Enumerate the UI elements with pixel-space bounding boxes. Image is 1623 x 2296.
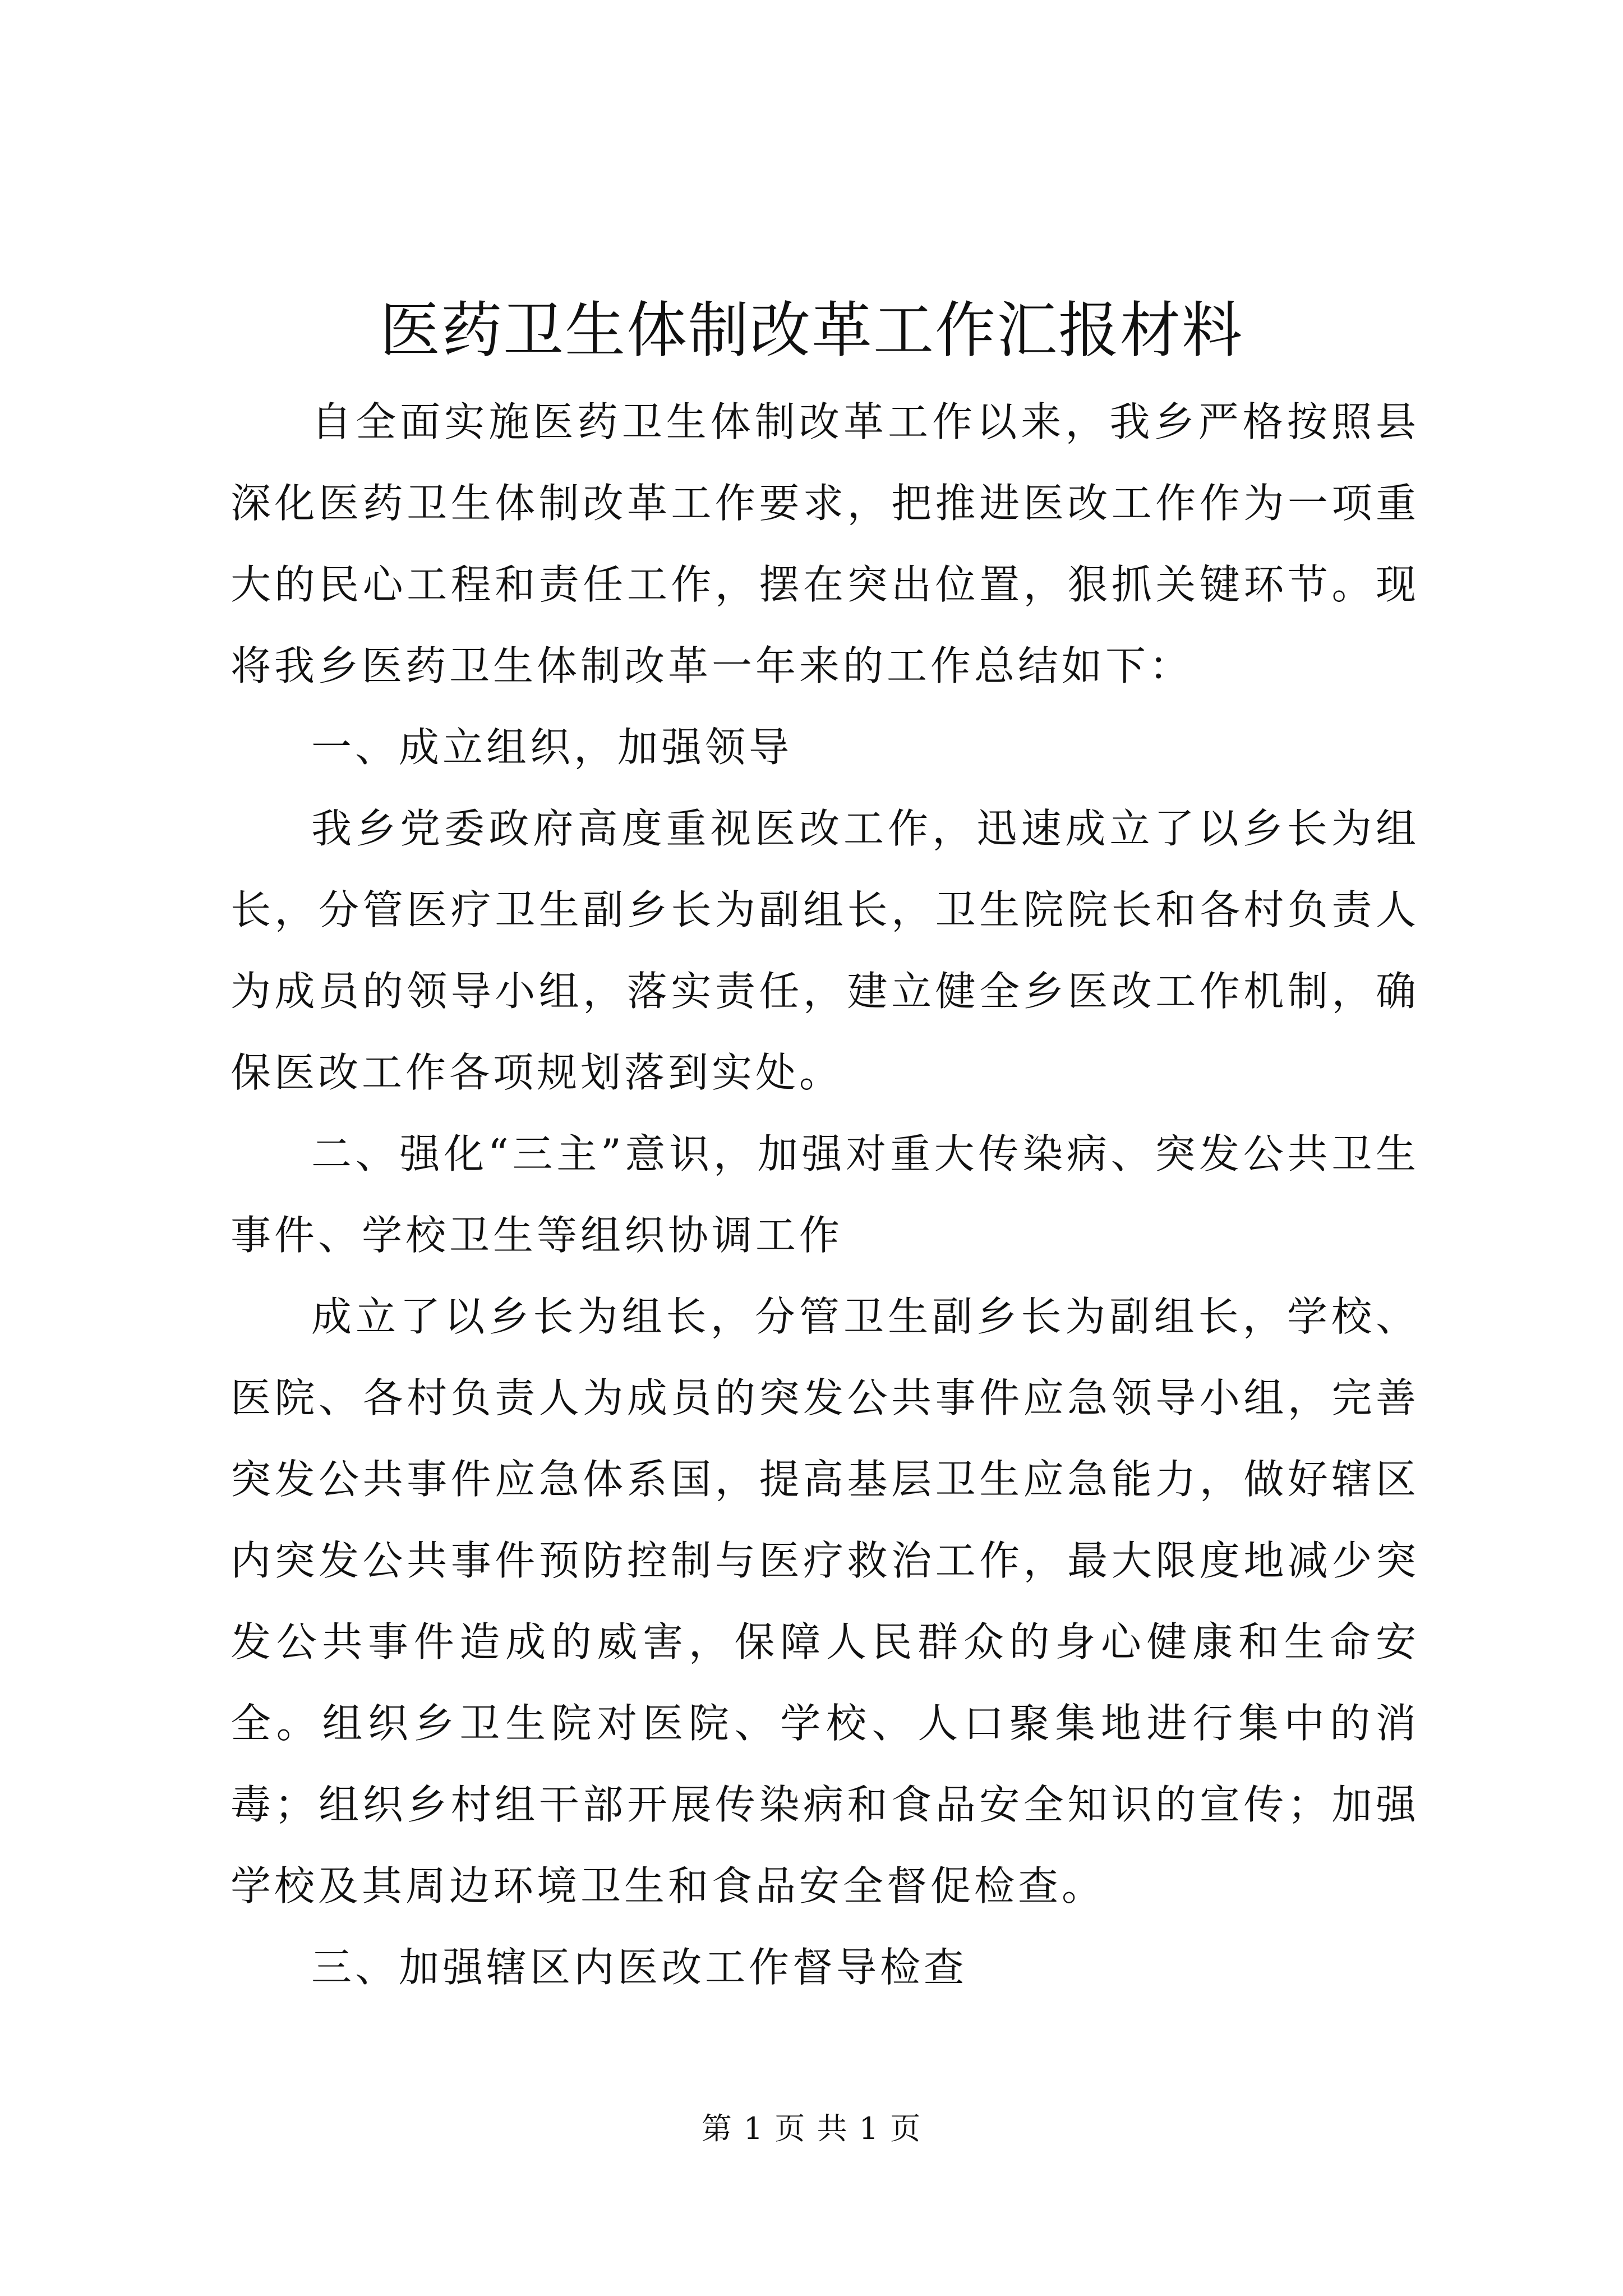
document-body: [230, 381, 1419, 2008]
section-heading-2: 二、强化“三主”意识，加强对重大传染病、突发公共卫生事件、学校卫生等组织协调工作: [230, 1130, 1419, 1259]
section-1-paragraph: 我乡党委政府高度重视医改工作，迅速成立了以乡长为组长，分管医疗卫生副乡长为副组长，卫生院院长和各村负责人为成员的领导小组，落实责任，建立健全乡医改工作机制，确保医改工作各项规划落到实处。: [230, 805, 1419, 1096]
document-title: 医药卫生体制改革工作汇报材料: [379, 296, 1243, 366]
section-2-paragraph: 成立了以乡长为组长，分管卫生副乡长为副组长，学校、医院、各村负责人为成员的突发公共事件应急领导小组，完善突发公共事件应急体系国，提高基层卫生应急能力，做好辖区内突发公共事件预防控制与医疗救治工作，最大限度地减少突发公共事件造成的威害，保障人民群众的身心健康和生命安全。组织乡卫生院对医院、学校、人口聚集地进行集中的消毒；组织乡村组干部开展传染病和食品安全知识的宣传；加强学校及其周边环境卫生和食品安全督促检查。: [230, 1293, 1419, 1910]
section-heading-3: 三、加强辖区内医改工作督导检查: [311, 1944, 968, 1991]
page-footer: 第 1 页 共 1 页: [701, 2111, 922, 2146]
intro-paragraph: 自全面实施医药卫生体制改革工作以来，我乡严格按照县深化医药卫生体制改革工作要求，把推进医改工作作为一项重大的民心工程和责任工作，摆在突出位置，狠抓关键环节。现将我乡医药卫生体制改革一年来的工作总结如下：: [230, 398, 1419, 689]
section-heading-1: 一、成立组织，加强领导: [311, 724, 793, 771]
